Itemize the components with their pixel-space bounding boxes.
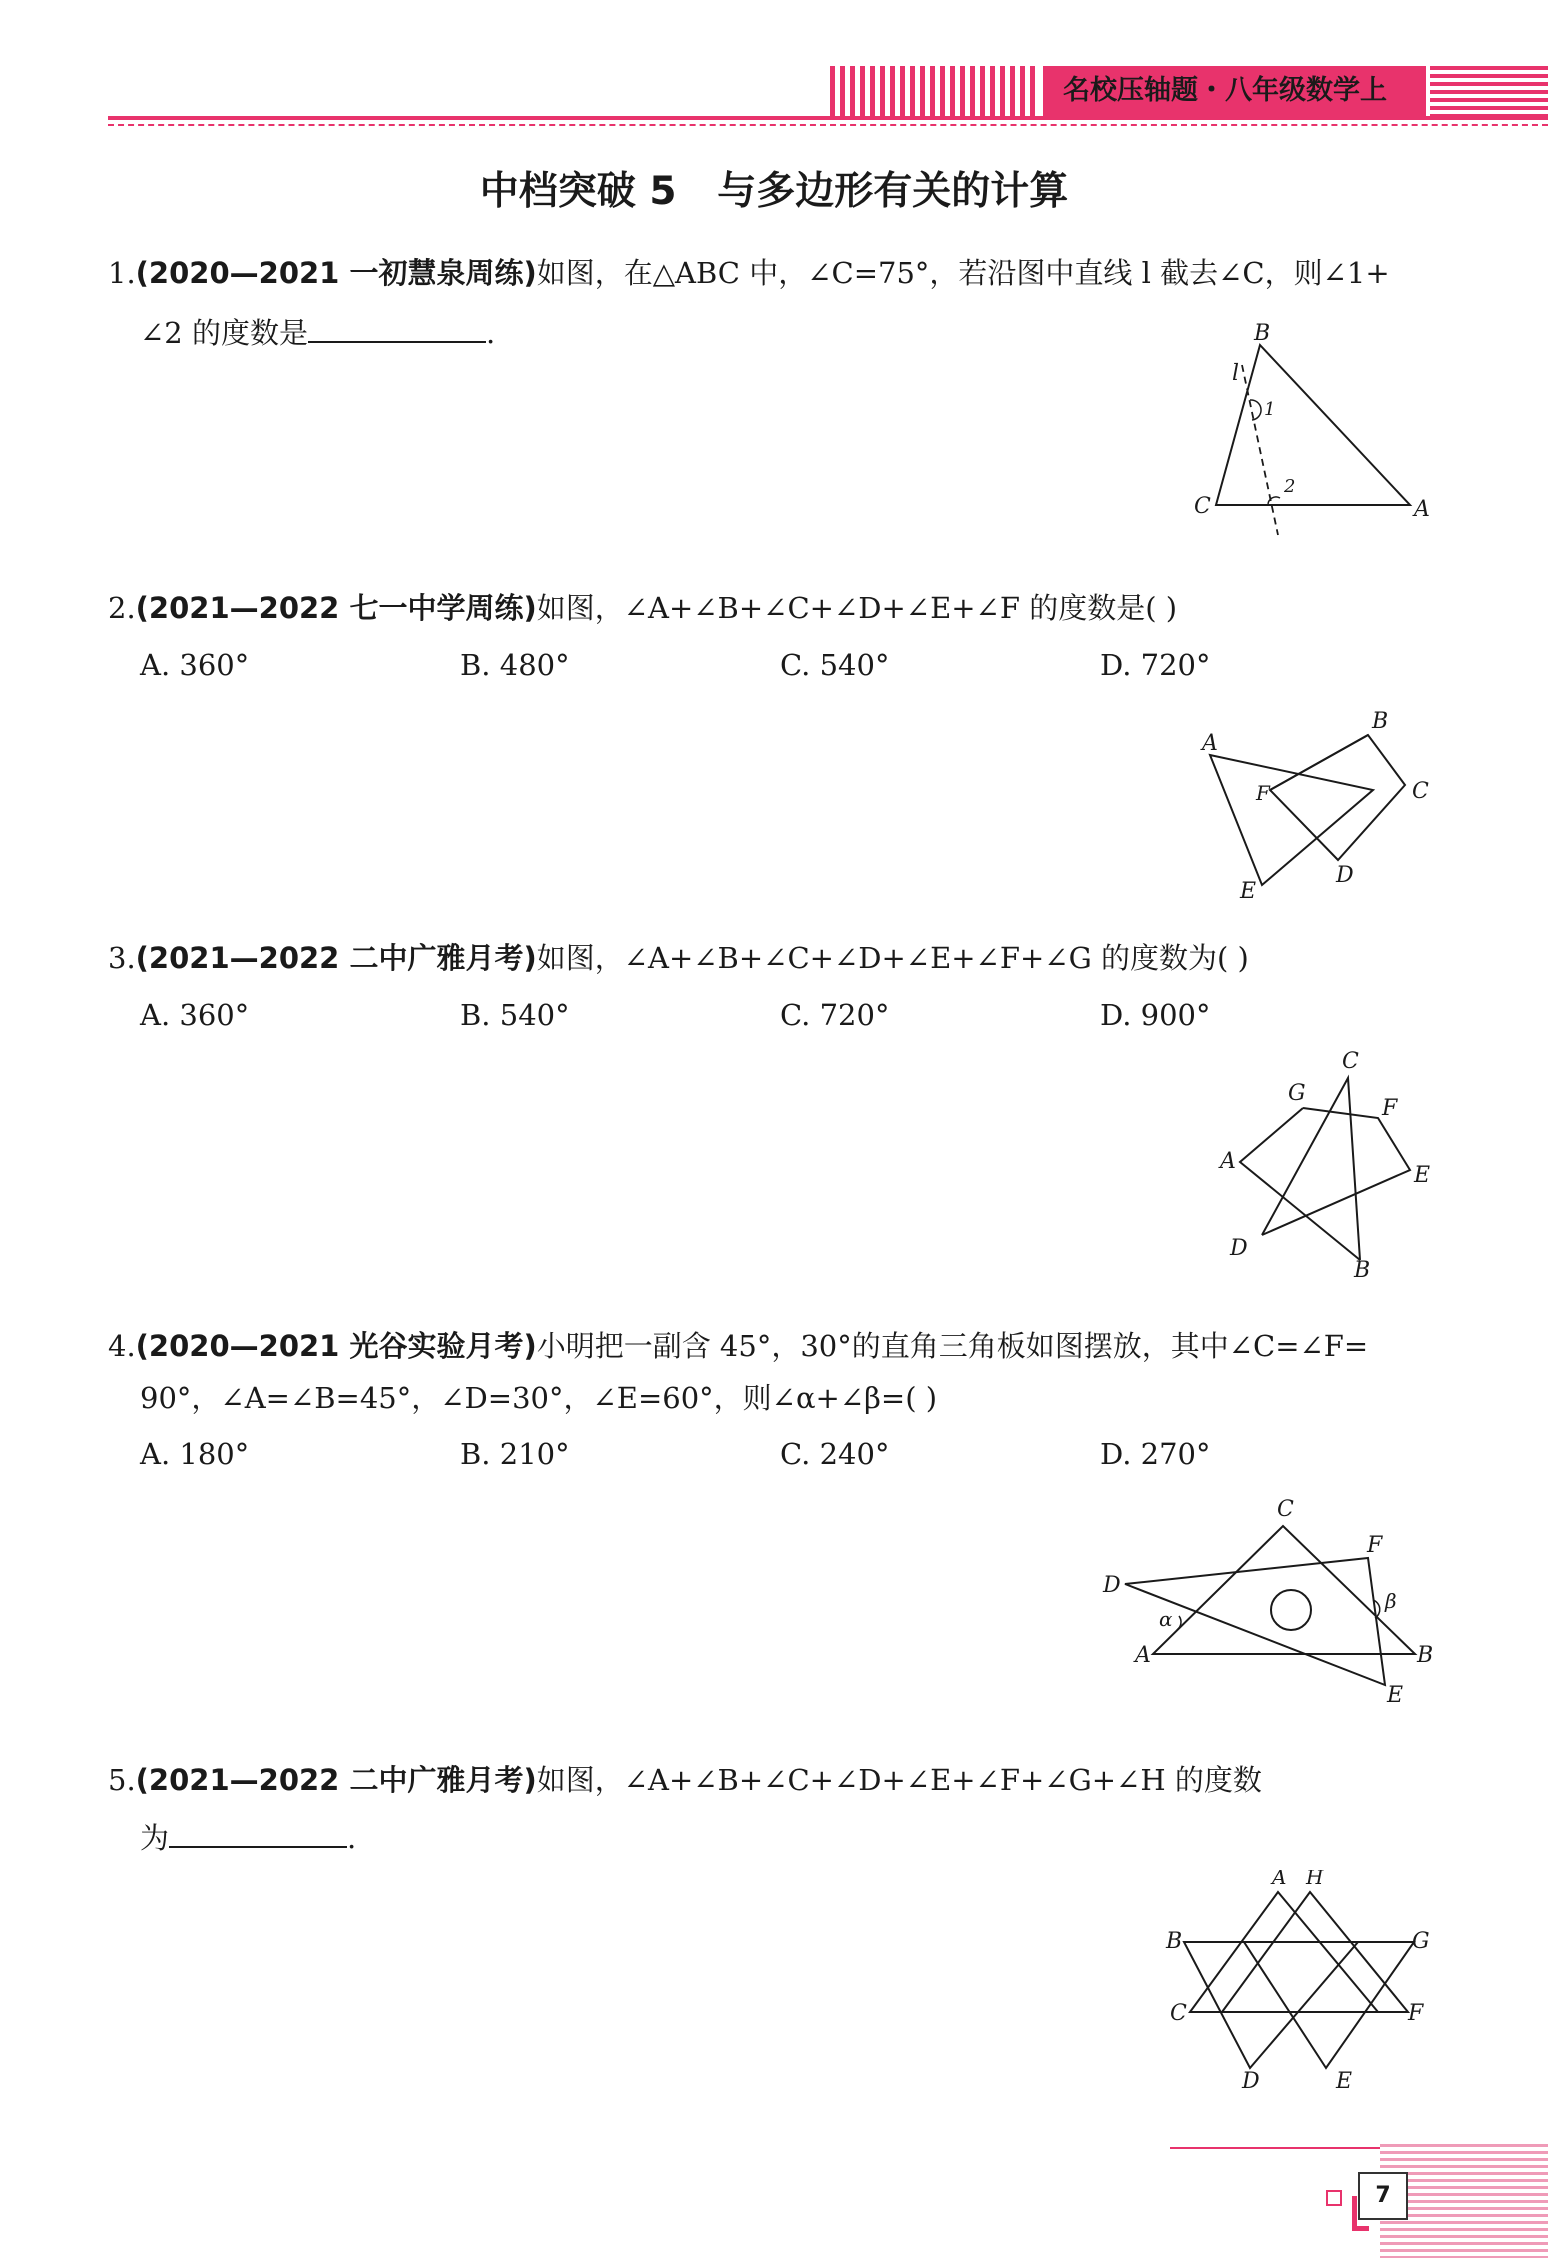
label-e: E	[1414, 1163, 1431, 1188]
label-c: C	[1277, 1497, 1294, 1522]
option-c[interactable]: C. 240°	[780, 1437, 890, 1471]
label-e: E	[1387, 1683, 1404, 1708]
question-text: 为	[140, 1821, 170, 1855]
label-c: C	[1412, 779, 1429, 804]
label-d: D	[1103, 1573, 1121, 1598]
label-a: A	[1414, 497, 1430, 522]
question-4-line2: 90°，∠A=∠B=45°，∠D=30°，∠E=60°，则∠α+∠β=( )	[140, 1381, 938, 1415]
option-b[interactable]: B. 210°	[460, 1437, 570, 1471]
period: .	[485, 316, 496, 350]
label-e: E	[1336, 2069, 1353, 2094]
question-source: (2020—2021 光谷实验月考)	[135, 1329, 537, 1363]
question-4	[108, 1328, 1368, 1364]
option-a[interactable]: A. 360°	[140, 998, 250, 1032]
figure-5	[1160, 1870, 1450, 2100]
label-f: F	[1408, 2001, 1424, 2026]
question-5	[108, 1762, 1262, 1798]
label-b: B	[1166, 1929, 1183, 1954]
option-d[interactable]: D. 720°	[1100, 648, 1211, 682]
option-b[interactable]: B. 480°	[460, 648, 570, 682]
option-d[interactable]: D. 900°	[1100, 998, 1211, 1032]
label-c: C	[1194, 494, 1211, 519]
question-1	[108, 255, 1390, 291]
label-d: D	[1336, 863, 1354, 888]
label-b: B	[1372, 709, 1389, 734]
label-f: F	[1367, 1533, 1383, 1558]
figure-2	[1190, 700, 1450, 910]
option-b[interactable]: B. 540°	[460, 998, 570, 1032]
option-a[interactable]: A. 180°	[140, 1437, 250, 1471]
label-f: F	[1382, 1096, 1398, 1121]
answer-blank[interactable]	[308, 313, 486, 343]
label-1: 1	[1264, 399, 1276, 420]
label-alpha: α	[1159, 1607, 1173, 1631]
option-c[interactable]: C. 540°	[780, 648, 890, 682]
question-number: 3.	[108, 941, 136, 975]
question-source: (2021—2022 二中广雅月考)	[135, 941, 537, 975]
question-text: 小明把一副含 45°，30°的直角三角板如图摆放，其中∠C=∠F=	[536, 1329, 1369, 1363]
label-a: A	[1202, 731, 1218, 756]
label-g: G	[1412, 1929, 1430, 1954]
question-number: 2.	[108, 591, 136, 625]
option-c[interactable]: C. 720°	[780, 998, 890, 1032]
label-g: G	[1288, 1081, 1306, 1106]
label-c: C	[1170, 2001, 1187, 2026]
question-text: 如图，∠A+∠B+∠C+∠D+∠E+∠F+∠G 的度数为( )	[536, 941, 1249, 975]
page-title: 中档突破 5 与多边形有关的计算	[479, 169, 1069, 214]
label-l: l	[1232, 361, 1240, 386]
question-number: 5.	[108, 1763, 136, 1797]
question-text: 如图，∠A+∠B+∠C+∠D+∠E+∠F 的度数是( )	[536, 591, 1178, 625]
label-a: A	[1220, 1149, 1236, 1174]
label-b: B	[1417, 1643, 1434, 1668]
question-source: (2020—2021 一初慧泉周练)	[135, 256, 537, 290]
question-5-line2	[140, 1818, 356, 1856]
figure-4	[1095, 1490, 1445, 1710]
header-dashed-rule	[108, 124, 1548, 126]
question-source: (2021—2022 七一中学周练)	[135, 591, 537, 625]
header-decoration-right	[1430, 66, 1548, 116]
question-number: 4.	[108, 1329, 136, 1363]
period: .	[347, 1821, 357, 1855]
label-b: B	[1354, 1258, 1371, 1283]
label-a: A	[1135, 1643, 1151, 1668]
footer-square-decoration	[1326, 2190, 1342, 2206]
question-text: 如图，∠A+∠B+∠C+∠D+∠E+∠F+∠G+∠H 的度数	[536, 1763, 1262, 1797]
footer-rule	[1170, 2147, 1380, 2149]
question-2	[108, 590, 1177, 626]
option-d[interactable]: D. 270°	[1100, 1437, 1211, 1471]
label-beta: β	[1385, 1589, 1397, 1613]
label-c: C	[1342, 1049, 1359, 1074]
question-source: (2021—2022 二中广雅月考)	[135, 1763, 537, 1797]
label-a: A	[1272, 1870, 1287, 1889]
header-decoration	[830, 66, 1040, 116]
option-a[interactable]: A. 360°	[140, 648, 250, 682]
header-rule	[108, 116, 1548, 120]
label-b: B	[1254, 321, 1271, 346]
label-h: H	[1306, 1870, 1324, 1889]
figure-1	[1180, 320, 1440, 550]
question-3	[108, 940, 1249, 976]
figure-3	[1200, 1040, 1460, 1290]
label-2: 2	[1284, 476, 1296, 497]
label-e: E	[1240, 879, 1257, 904]
series-title: 名校压轴题・八年级数学上	[1043, 66, 1426, 116]
question-text: 如图，在△ABC 中，∠C=75°，若沿图中直线 l 截去∠C，则∠1+	[536, 256, 1390, 290]
answer-blank[interactable]	[169, 1818, 347, 1848]
label-d: D	[1242, 2069, 1260, 2094]
question-1-line2	[140, 313, 495, 351]
question-text: ∠2 的度数是	[140, 316, 308, 350]
label-d: D	[1230, 1236, 1248, 1261]
page-number: 7	[1358, 2172, 1408, 2220]
label-f: F	[1256, 781, 1270, 805]
question-number: 1.	[108, 256, 136, 290]
